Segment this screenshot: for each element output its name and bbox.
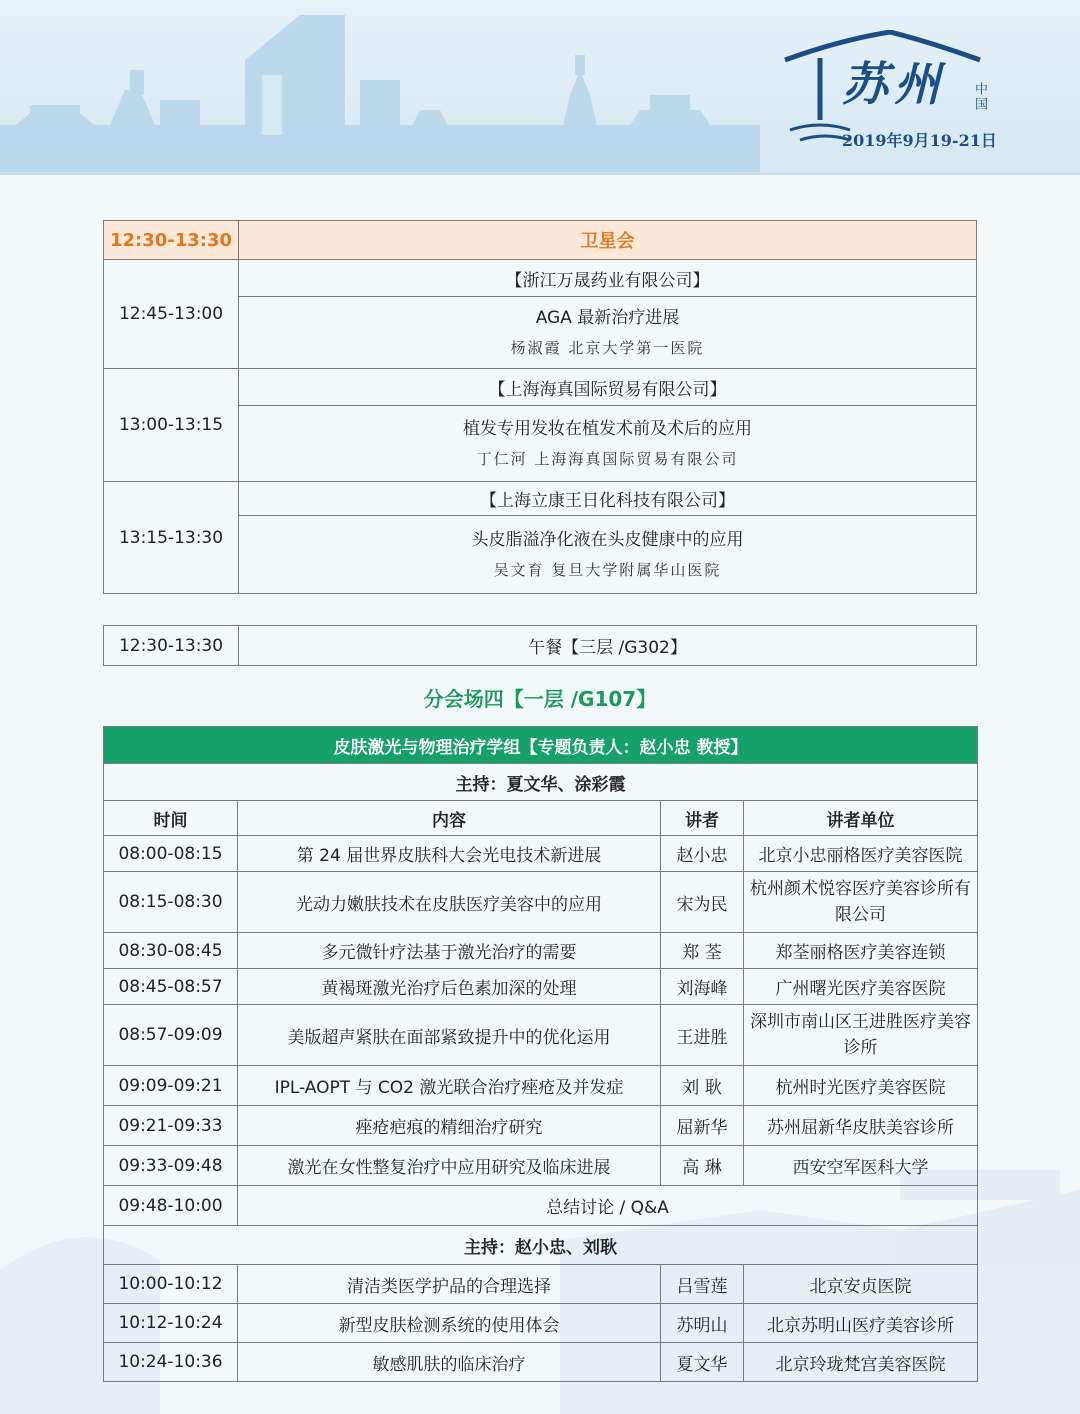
talk-title: 植发专用发妆在植发术前及术后的应用	[463, 418, 752, 439]
cell-speaker: 刘 耿	[661, 1066, 744, 1106]
satellite-meeting-table	[103, 220, 977, 666]
cell-time: 08:00-08:15	[104, 836, 238, 872]
talk-cell	[239, 297, 977, 369]
cell-affiliation: 北京苏明山医疗美容诊所	[744, 1304, 978, 1343]
cell-speaker: 苏明山	[661, 1304, 744, 1343]
cell-speaker: 夏文华	[661, 1343, 744, 1382]
cell-affiliation: 西安空军医科大学	[744, 1146, 978, 1186]
discussion-row	[104, 1186, 978, 1226]
spacer-row	[104, 594, 977, 626]
cell-time: 10:24-10:36	[104, 1343, 238, 1382]
host-label: 主持：夏文华、涂彩霞	[104, 764, 978, 801]
cell-topic: 第 24 届世界皮肤科大会光电技术新进展	[238, 836, 661, 872]
table-row	[104, 369, 977, 406]
talk-time: 12:45-13:00	[104, 260, 239, 369]
spacer-cell	[104, 594, 977, 626]
table-row	[104, 260, 977, 297]
table-row	[104, 1106, 978, 1146]
cell-time: 08:30-08:45	[104, 933, 238, 969]
table-row	[104, 1343, 978, 1382]
cell-topic: 光动力嫩肤技术在皮肤医疗美容中的应用	[238, 872, 661, 933]
cell-speaker: 赵小忠	[661, 836, 744, 872]
table-row	[104, 933, 978, 969]
cell-speaker: 高 琳	[661, 1146, 744, 1186]
host-row	[104, 1226, 978, 1265]
cell-speaker: 屈新华	[661, 1106, 744, 1146]
talk-speaker: 杨淑霞 北京大学第一医院	[510, 338, 705, 357]
cell-topic: 激光在女性整复治疗中应用研究及临床进展	[238, 1146, 661, 1186]
lunch-label: 午餐【三层 /G302】	[239, 626, 977, 666]
cell-topic: 清洁类医学护品的合理选择	[238, 1265, 661, 1304]
logo-country-text: 中国	[972, 82, 987, 112]
cell-affiliation: 广州曙光医疗美容医院	[744, 969, 978, 1005]
column-header-affiliation: 讲者单位	[744, 801, 978, 836]
cell-affiliation: 杭州颜术悦容医疗美容诊所有限公司	[744, 872, 978, 933]
satellite-band-time: 12:30-13:30	[104, 221, 239, 260]
cell-time: 10:00-10:12	[104, 1265, 238, 1304]
logo-date-text: 2019年9月19-21日	[842, 131, 997, 150]
column-header-content: 内容	[238, 801, 661, 836]
cell-time: 08:15-08:30	[104, 872, 238, 933]
talk-cell	[239, 406, 977, 482]
cell-topic: 痤疮疤痕的精细治疗研究	[238, 1106, 661, 1146]
cell-affiliation: 郑荃丽格医疗美容连锁	[744, 933, 978, 969]
session-schedule-table	[103, 726, 978, 1382]
cell-time: 09:33-09:48	[104, 1146, 238, 1186]
satellite-band-title: 卫星会	[239, 221, 977, 260]
table-row	[104, 1066, 978, 1106]
host-row	[104, 764, 978, 801]
cell-affiliation: 苏州屈新华皮肤美容诊所	[744, 1106, 978, 1146]
suzhou-skyline-illustration	[0, 0, 760, 172]
session-title: 分会场四【一层 /G107】	[423, 687, 657, 711]
cell-topic: 黄褐斑激光治疗后色素加深的处理	[238, 969, 661, 1005]
talk-speaker: 丁仁河 上海海真国际贸易有限公司	[476, 449, 739, 468]
cell-affiliation: 深圳市南山区王进胜医疗美容诊所	[744, 1005, 978, 1066]
cell-topic: 美版超声紧肤在面部紧致提升中的优化运用	[238, 1005, 661, 1066]
cell-speaker: 郑 荃	[661, 933, 744, 969]
cell-topic: IPL-AOPT 与 CO2 激光联合治疗痤疮及并发症	[238, 1066, 661, 1106]
cell-affiliation: 杭州时光医疗美容医院	[744, 1066, 978, 1106]
discussion-label: 总结讨论 / Q&A	[238, 1186, 978, 1226]
group-title-row	[104, 727, 978, 764]
table-row	[104, 1146, 978, 1186]
cell-topic: 新型皮肤检测系统的使用体会	[238, 1304, 661, 1343]
cell-topic: 敏感肌肤的临床治疗	[238, 1343, 661, 1382]
table-row	[104, 482, 977, 516]
talk-title: 头皮脂溢净化液在头皮健康中的应用	[471, 529, 744, 550]
cell-speaker: 宋为民	[661, 872, 744, 933]
table-row	[104, 836, 978, 872]
cell-affiliation: 北京安贞医院	[744, 1265, 978, 1304]
sponsor-company: 【浙江万晟药业有限公司】	[239, 260, 977, 297]
column-header-time: 时间	[104, 801, 238, 836]
host-label: 主持：赵小忠、刘耿	[104, 1226, 978, 1265]
cell-time: 09:09-09:21	[104, 1066, 238, 1106]
talk-title: AGA 最新治疗进展	[535, 307, 680, 328]
talk-time: 13:15-13:30	[104, 482, 239, 594]
cell-time: 08:45-08:57	[104, 969, 238, 1005]
lunch-time: 12:30-13:30	[104, 626, 239, 666]
conference-logo	[780, 30, 1040, 160]
cell-affiliation: 北京小忠丽格医疗美容医院	[744, 836, 978, 872]
table-row	[104, 1005, 978, 1066]
cell-affiliation: 北京玲珑梵宫美容医院	[744, 1343, 978, 1382]
talk-speaker: 吴文育 复旦大学附属华山医院	[493, 560, 722, 579]
sponsor-company: 【上海立康王日化科技有限公司】	[239, 482, 977, 516]
satellite-band-row	[104, 221, 977, 260]
table-row	[104, 1265, 978, 1304]
cell-time: 08:57-09:09	[104, 1005, 238, 1066]
talk-cell	[239, 516, 977, 594]
cell-time: 09:48-10:00	[104, 1186, 238, 1226]
lunch-row	[104, 626, 977, 666]
table-row	[104, 872, 978, 933]
cell-speaker: 吕雪莲	[661, 1265, 744, 1304]
logo-city-text: 苏州	[842, 57, 946, 111]
cell-speaker: 王进胜	[661, 1005, 744, 1066]
cell-speaker: 刘海峰	[661, 969, 744, 1005]
sponsor-company: 【上海海真国际贸易有限公司】	[239, 369, 977, 406]
talk-time: 13:00-13:15	[104, 369, 239, 482]
column-header-row	[104, 801, 978, 836]
group-title: 皮肤激光与物理治疗学组【专题负责人：赵小忠 教授】	[104, 727, 978, 764]
cell-time: 09:21-09:33	[104, 1106, 238, 1146]
cell-topic: 多元微针疗法基于激光治疗的需要	[238, 933, 661, 969]
column-header-speaker: 讲者	[661, 801, 744, 836]
cell-time: 10:12-10:24	[104, 1304, 238, 1343]
table-row	[104, 1304, 978, 1343]
header-banner	[0, 0, 1080, 175]
table-row	[104, 969, 978, 1005]
